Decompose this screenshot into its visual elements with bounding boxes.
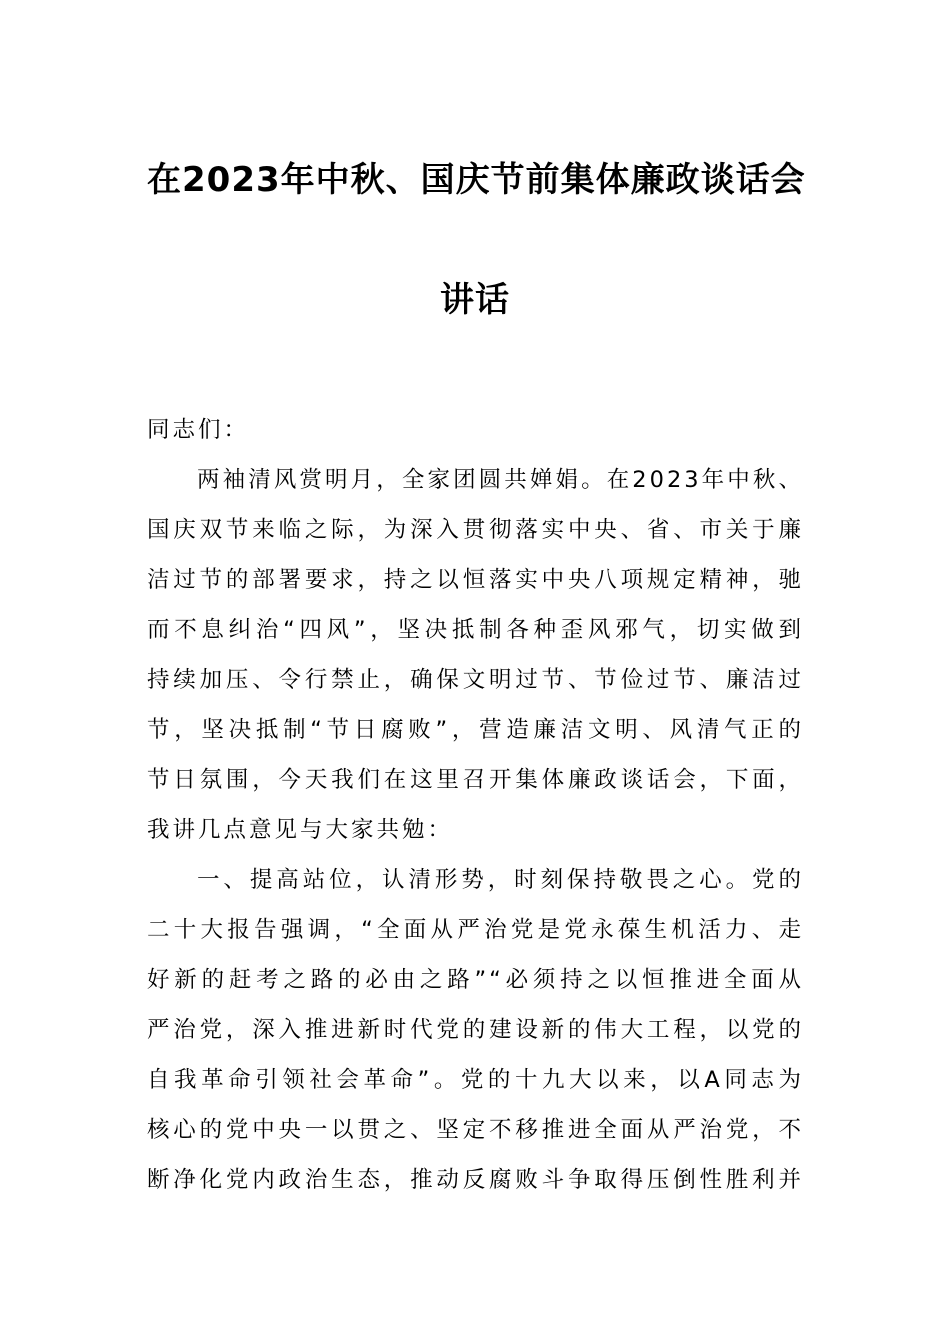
- paragraph-line: 我讲几点意见与大家共勉：: [147, 817, 454, 843]
- paragraph-1: [147, 455, 804, 855]
- salutation-text: 同志们：: [147, 417, 250, 443]
- paragraph-line: 好新的赶考之路的必由之路”“必须持之以恒推进全面从: [147, 967, 804, 993]
- paragraph-line: 严治党，深入推进新时代党的建设新的伟大工程，以党的: [147, 1017, 804, 1043]
- document-title-line-1: 在2023年中秋、国庆节前集体廉政谈话会: [147, 160, 806, 200]
- paragraph-line: 二十大报告强调，“全面从严治党是党永葆生机活力、走: [147, 917, 804, 943]
- paragraph-line: 而不息纠治“四风”，坚决抵制各种歪风邪气，切实做到: [147, 617, 804, 643]
- paragraph-line: 两袖清风赏明月，全家团圆共婵娟。在2023年中秋、: [197, 467, 804, 493]
- paragraph-2: [147, 855, 804, 1205]
- paragraph-line: 断净化党内政治生态，推动反腐败斗争取得压倒性胜利并: [147, 1167, 804, 1193]
- paragraph-line: 持续加压、令行禁止，确保文明过节、节俭过节、廉洁过: [147, 667, 804, 693]
- salutation: [147, 405, 804, 455]
- paragraph-line: 核心的党中央一以贯之、坚定不移推进全面从严治党，不: [147, 1117, 804, 1143]
- paragraph-line: 节日氛围，今天我们在这里召开集体廉政谈话会，下面，: [147, 767, 804, 793]
- paragraph-line: 自我革命引领社会革命”。党的十九大以来，以A同志为: [147, 1067, 804, 1093]
- paragraph-line: 节，坚决抵制“节日腐败”，营造廉洁文明、风清气正的: [147, 717, 804, 743]
- paragraph-line: 一、提高站位，认清形势，时刻保持敬畏之心。党的: [197, 867, 804, 893]
- paragraph-line: 国庆双节来临之际，为深入贯彻落实中央、省、市关于廉: [147, 517, 804, 543]
- paragraph-line: 洁过节的部署要求，持之以恒落实中央八项规定精神，驰: [147, 567, 804, 593]
- document-title-line-2: 讲话: [440, 280, 510, 320]
